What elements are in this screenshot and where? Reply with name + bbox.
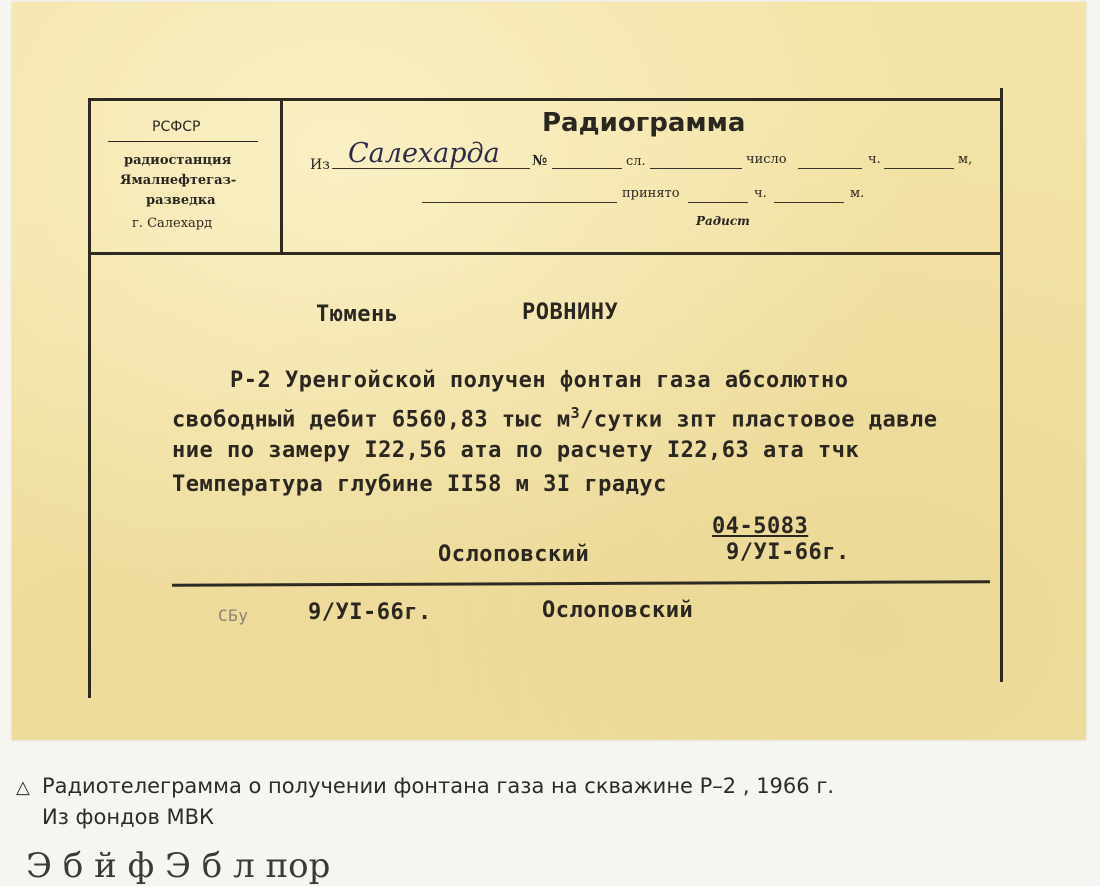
header-divider-line: [280, 98, 283, 253]
station-line-1: радиостанция: [124, 153, 232, 168]
addressee-city: Тюмень: [316, 302, 399, 327]
cubic-superscript: 3: [570, 404, 581, 422]
footer-date: 9/УI-66г.: [308, 600, 432, 625]
hour-label: ч.: [868, 152, 881, 167]
date-blank: [798, 168, 862, 169]
frame-left-line: [88, 98, 91, 698]
footer-name: Ослоповский: [542, 598, 694, 623]
message-line-2-main: свободный дебит 6560,83 тыс м: [172, 407, 571, 433]
operator-label: Радист: [696, 214, 750, 228]
from-value: Салехарда: [348, 138, 500, 169]
form-title: Радиограмма: [542, 108, 746, 138]
words-blank: [650, 168, 742, 169]
sender-signature: Ослоповский: [438, 542, 590, 567]
footer-stamp: СБу: [218, 606, 249, 625]
date-label: число: [746, 152, 787, 167]
message-line-1: Р-2 Уренгойской получен фонтан газа абсолютно: [230, 368, 849, 393]
message-line-4: Температура глубине II58 м 3I градус: [172, 472, 667, 497]
ref-number: 04-5083: [712, 514, 809, 539]
ref-date: 9/УI-66г.: [726, 540, 850, 565]
received-blank: [688, 202, 748, 203]
station-line-3: разведка: [146, 193, 216, 208]
message-line-2: [172, 404, 938, 432]
footer-rule: [172, 580, 990, 587]
caption-triangle-icon: △: [16, 777, 30, 798]
minute-label: м,: [958, 152, 973, 167]
frame-top-line: [88, 98, 1003, 101]
radiogram-paper: [12, 2, 1086, 740]
number-label: №: [532, 153, 548, 169]
caption-line-1: Радиотелеграмма о получении фонтана газа на скважине Р–2 , 1966 г.: [42, 774, 835, 798]
station-line-4: г. Салехард: [132, 216, 213, 231]
received-label: принято: [622, 186, 680, 201]
message-line-3: ние по замеру I22,56 ата по расчету I22,63 ата тчк: [172, 438, 860, 463]
station-line-2: Ямалнефтегаз-: [120, 173, 237, 188]
country-underline: [108, 141, 258, 142]
from-blank: [332, 168, 530, 169]
from-label: Из: [310, 157, 330, 173]
number-blank: [552, 168, 622, 169]
received-hour-label: ч.: [754, 186, 767, 201]
cut-off-body-text: Э б й ф Э б л пор: [26, 846, 331, 886]
header-bottom-line: [88, 252, 1003, 255]
caption-line-2: Из фондов МВК: [42, 805, 214, 829]
words-label: сл.: [626, 154, 646, 169]
addressee-name: РОВНИНУ: [522, 300, 619, 325]
hour-blank: [884, 168, 954, 169]
received-minute-label: м.: [850, 186, 865, 201]
frame-right-line: [1000, 88, 1003, 682]
header-country: РСФСР: [152, 119, 201, 135]
received-leading-blank: [422, 202, 617, 203]
message-line-2-rest: /сутки зпт пластовое давле: [580, 407, 938, 433]
received-hour-blank: [774, 202, 844, 203]
